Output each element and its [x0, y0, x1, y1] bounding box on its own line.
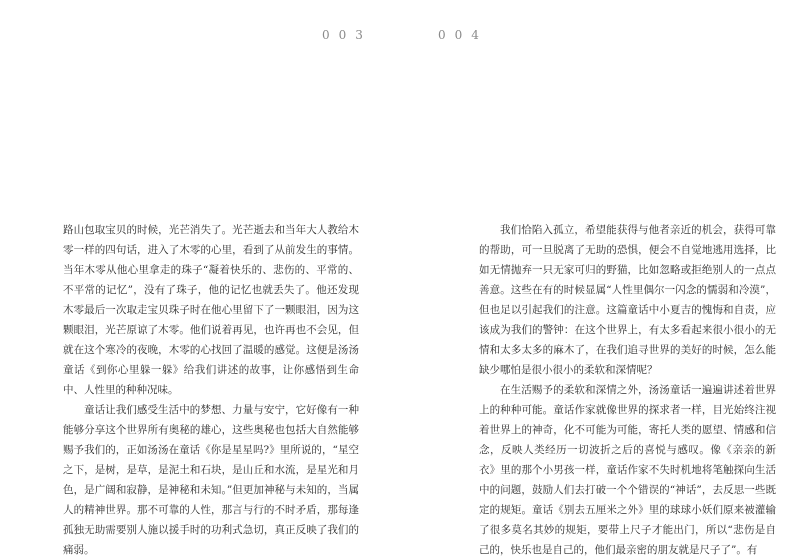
right-page [400, 0, 800, 556]
left-paragraph-1: 路山包取宝贝的时候，光芒消失了。光芒逝去和当年大人教给木零一样的四句话，进入了木零的心里，看到了从前发生的事情。当年木零从他心里拿走的珠子“凝着快乐的、悲伤的、平常的、不平常的记忆”，没有了珠子，他的记忆也就丢失了。他还发现木零最后一次取走宝贝珠子时在他心里留下了一颗眼泪，因为这颗眼泪，光芒原谅了木零。他们说着再见，也许再也不会见，但就在这个寒冷的夜晚，木零的心找回了温暖的感觉。这便是汤汤童话《到你心里躲一躲》给我们讲述的故事，让你感悟到生命中、人性里的种种况味。 [63, 224, 359, 396]
right-page-text [479, 220, 776, 560]
right-paragraph-2: 在生活赐予的柔软和深情之外，汤汤童话一遍遍讲述着世界上的种种可能。童话作家就像世界的探求者一样，目光始终注视着世界上的神奇，化不可能为可能，寄托人类的愿望、情感和信念，反映人类经历一切波折之后的喜悦与感叹。像《亲亲的新衣》里的那个小男孩一样，童话作家不失时机地将笔触探向生活中的问题，鼓励人们去打破一个个错误的“神话”，去反思一些既定的规矩。童话《别去五厘米之外》里的球球小妖们原来被灌输了很多莫名其妙的规矩，要带上尺子才能出门，所以“悲伤是自己的，快乐也是自己的，他们最亲密的朋友就是尺子了”。有 [479, 384, 776, 556]
left-paragraph-2: 童话让我们感受生活中的梦想、力量与安宁，它好像有一种能够分享这个世界所有奥秘的雄心，这些奥秘也包括大自然能够赐予我们的，正如汤汤在童话《你是星星吗?》里所说的，“星空之下，是树，是草，是泥土和石块，是山丘和水流，是星光和月色，是广阔和寂静，是神秘和未知。”但更加神秘与未知的，当属人的精神世界。那不可靠的人性，那言与行的不时矛盾，那每逢孤独无助需要别人施以援手时的功利式急切，真正反映了我们的痛弱。 [63, 404, 359, 556]
page-number-left: 003 [322, 28, 372, 42]
page-number-right: 004 [438, 28, 488, 42]
left-page [0, 0, 400, 556]
right-paragraph-1: 我们恰陷入孤立，希望能获得与他者亲近的机会，获得可靠的帮助，可一旦脱离了无助的恐惧，便会不自觉地逃用选择，比如无情抛弃一只无家可归的野猫，比如忽略或拒绝别人的一点点善意。这些在有的时候显属“人性里偶尔一闪念的懦弱和冷漠”，但也足以引起我们的注意。这篇童话中小夏吉的愧悔和自责，应该成为我们的警钟：在这个世界上，有太多看起来很小很小的无情和太多太多的麻木了，在我们追寻世界的美好的时候，怎么能缺少哪怕是很小很小的柔软和深情呢？ [479, 224, 776, 376]
left-page-text [63, 220, 359, 560]
